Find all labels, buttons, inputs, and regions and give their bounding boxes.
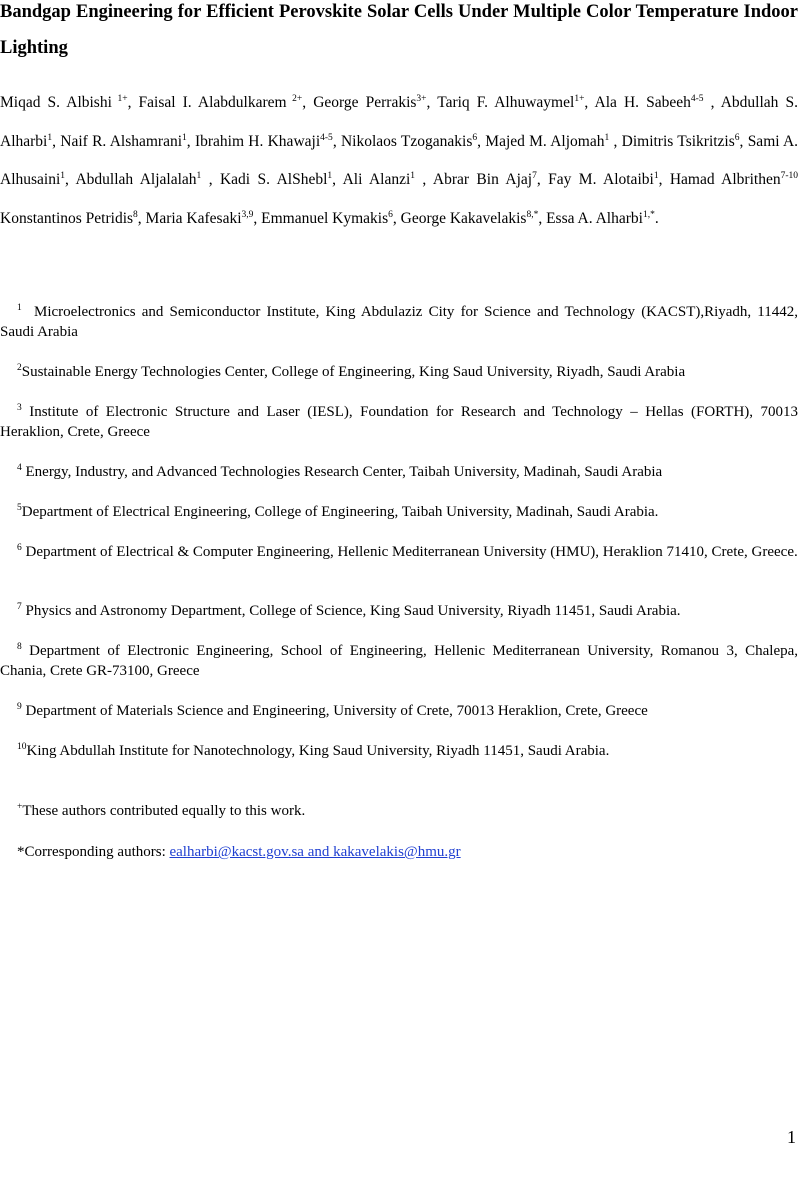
author-name: Dimitris Tsikritzis xyxy=(621,132,735,150)
author-separator: , xyxy=(658,171,670,188)
author-affiliation-mark: 6 xyxy=(734,132,740,143)
affiliation-text: King Abdullah Institute for Nanotechnology, King Saud University, Riyadh 11451, Saudi Arabia. xyxy=(26,743,610,759)
author-entry xyxy=(0,94,139,111)
author-separator: , xyxy=(52,132,61,150)
page-number: 1 xyxy=(787,1127,796,1147)
equal-contribution-note xyxy=(17,801,305,821)
affiliation-5 xyxy=(0,502,798,522)
author-name: Majed M. Aljomah xyxy=(485,132,605,150)
affiliation-10 xyxy=(0,741,798,761)
author-name: Ali Alanzi xyxy=(342,171,411,188)
author-affiliation-mark: 8,* xyxy=(526,209,539,220)
affiliation-text: Sustainable Energy Technologies Center, College of Engineering, King Saud University, Riyadh, Saudi Arabia xyxy=(21,364,686,380)
author-affiliation-mark: 1 xyxy=(60,171,66,181)
author-separator: . xyxy=(654,209,659,227)
paper-title: Bandgap Engineering for Efficient Perovskite Solar Cells Under Multiple Color Temperature Indoor Lighting xyxy=(0,2,798,58)
author-entry xyxy=(595,94,721,111)
author-entry xyxy=(670,171,798,188)
author-separator: , xyxy=(253,209,262,227)
affiliation-9 xyxy=(0,701,798,721)
affiliation-text: Department of Electrical & Computer Engineering, Hellenic Mediterranean University (HMU), Heraklion 71410, Crete, Greece. xyxy=(25,544,798,560)
author-affiliation-mark: 1 xyxy=(196,171,202,181)
author-affiliation-mark: 6 xyxy=(388,209,393,220)
affiliation-8 xyxy=(0,641,798,681)
affiliation-3 xyxy=(0,402,798,442)
author-entry xyxy=(341,133,485,150)
author-separator: , xyxy=(739,132,748,150)
affiliation-number: 3 xyxy=(17,403,22,413)
author-entry xyxy=(546,210,659,227)
affiliation-number: 4 xyxy=(17,463,22,473)
author-name: George Kakavelakis xyxy=(400,209,527,227)
author-entry xyxy=(433,171,548,188)
author-name: Ibrahim H. Khawaji xyxy=(194,132,321,150)
author-separator: , xyxy=(536,171,549,188)
author-name: Emmanuel Kymakis xyxy=(261,209,389,227)
author-entry xyxy=(401,210,546,227)
affiliation-text: Energy, Industry, and Advanced Technologies Research Center, Taibah University, Madinah, Saudi Arabia xyxy=(25,464,663,480)
author-separator: , xyxy=(65,171,76,188)
author-affiliation-mark: 7-10 xyxy=(780,171,798,181)
author-separator: , xyxy=(302,94,314,111)
author-affiliation-mark: 1 xyxy=(182,132,187,143)
corresponding-email-link[interactable]: ealharbi@kacst.gov.sa and kakavelakis@hmu.gr xyxy=(169,844,461,860)
author-entry xyxy=(622,133,748,150)
author-entry xyxy=(220,171,343,188)
author-name: Miqad S. Albishi xyxy=(0,94,112,111)
affiliation-number: 2 xyxy=(17,363,22,373)
affiliation-text: Department of Materials Science and Engineering, University of Crete, 70013 Heraklion, Crete, Greece xyxy=(25,703,648,719)
author-affiliation-mark: 3+ xyxy=(416,94,427,104)
author-name: Konstantinos Petridis xyxy=(0,209,134,227)
affiliation-4 xyxy=(0,462,798,482)
author-name: Faisal I. Alabdulkarem xyxy=(138,94,287,111)
author-affiliation-mark: 3,9 xyxy=(241,209,254,220)
author-entry xyxy=(548,171,670,188)
author-entry xyxy=(261,210,401,227)
affiliation-number: 5 xyxy=(17,503,22,513)
author-name: Abrar Bin Ajaj xyxy=(432,171,533,188)
author-name: Kadi S. AlShebl xyxy=(219,171,328,188)
author-name: Hamad Albrithen xyxy=(669,171,781,188)
author-separator: , xyxy=(477,132,486,150)
author-affiliation-mark: 1 xyxy=(604,132,610,143)
author-name: Ala H. Sabeeh xyxy=(594,94,691,111)
author-separator: , xyxy=(137,209,146,227)
author-list xyxy=(0,84,798,238)
author-separator: , xyxy=(127,94,139,111)
corresponding-label: *Corresponding authors: xyxy=(17,844,170,860)
author-entry xyxy=(139,94,314,111)
affiliation-number: 8 xyxy=(17,642,22,652)
author-name: Nikolaos Tzoganakis xyxy=(340,132,473,150)
author-entry xyxy=(313,94,437,111)
author-separator: , xyxy=(332,132,341,150)
author-separator: , xyxy=(201,171,220,188)
author-separator: , xyxy=(415,171,433,188)
affiliation-7 xyxy=(0,601,798,621)
affiliation-number: 10 xyxy=(17,742,27,752)
author-affiliation-mark: 1+ xyxy=(574,94,585,104)
author-name: George Perrakis xyxy=(313,94,417,111)
author-affiliation-mark: 2+ xyxy=(286,94,303,104)
affiliation-text: Microelectronics and Semiconductor Institute, King Abdulaziz City for Science and Technology (KACST),Riyadh, 11442, Saudi Arabia xyxy=(0,304,798,340)
author-affiliation-mark: 1 xyxy=(410,171,416,181)
affiliation-text: Department of Electronic Engineering, School of Engineering, Hellenic Mediterranean University, Romanou 3, Chalepa, Chania, Crete GR-73100, Greece xyxy=(0,643,798,679)
author-affiliation-mark: 7 xyxy=(532,171,537,181)
affiliation-number: 1 xyxy=(17,303,22,313)
affiliation-number: 6 xyxy=(17,543,22,553)
affiliation-1 xyxy=(0,302,798,342)
author-affiliation-mark: 6 xyxy=(472,132,478,143)
author-entry xyxy=(437,94,594,111)
author-separator: , xyxy=(186,132,195,150)
author-entry xyxy=(343,171,433,188)
author-affiliation-mark: 4-5 xyxy=(320,132,333,143)
author-separator: , xyxy=(426,94,438,111)
author-name: Sami A. Alhusaini xyxy=(0,132,798,188)
affiliation-text: Institute of Electronic Structure and Laser (IESL), Foundation for Research and Technology – Hellas (FORTH), 70013 Heraklion, Crete, Greece xyxy=(0,404,798,440)
author-separator: , xyxy=(703,94,721,111)
equal-contribution-mark: + xyxy=(17,802,23,812)
author-affiliation-mark: 8 xyxy=(133,209,138,220)
author-affiliation-mark: 4-5 xyxy=(690,94,704,104)
author-separator: , xyxy=(332,171,343,188)
author-entry xyxy=(485,133,621,150)
author-name: Abdullah S. Alharbi xyxy=(0,94,798,150)
author-affiliation-mark: 1+ xyxy=(111,94,128,104)
author-name: Essa A. Alharbi xyxy=(546,209,643,227)
author-name: Abdullah Aljalalah xyxy=(75,171,197,188)
author-name: Fay M. Alotaibi xyxy=(548,171,654,188)
affiliation-2 xyxy=(0,362,798,382)
affiliation-6 xyxy=(0,542,798,562)
author-name: Naif R. Alshamrani xyxy=(60,132,183,150)
affiliation-number: 9 xyxy=(17,702,22,712)
author-entry xyxy=(75,171,220,188)
author-affiliation-mark: 1,* xyxy=(642,209,655,220)
author-affiliation-mark: 1 xyxy=(327,171,333,181)
author-separator: , xyxy=(392,209,401,227)
corresponding-authors xyxy=(17,842,461,862)
affiliation-text: Physics and Astronomy Department, College of Science, King Saud University, Riyadh 11451, Saudi Arabia. xyxy=(25,603,681,619)
author-name: Tariq F. Alhuwaymel xyxy=(437,94,575,111)
author-separator: , xyxy=(609,132,622,150)
equal-contribution-text: These authors contributed equally to this work. xyxy=(22,803,306,819)
author-entry xyxy=(146,210,262,227)
author-entry xyxy=(195,133,341,150)
author-affiliation-mark: 1 xyxy=(653,171,659,181)
affiliation-text: Department of Electrical Engineering, College of Engineering, Taibah University, Madinah, Saudi Arabia. xyxy=(21,504,659,520)
affiliation-number: 7 xyxy=(17,602,22,612)
author-separator: , xyxy=(538,209,547,227)
author-entry xyxy=(0,210,146,227)
author-name: Maria Kafesaki xyxy=(145,209,242,227)
author-entry xyxy=(60,133,195,150)
author-affiliation-mark: 1 xyxy=(47,132,53,143)
author-separator: , xyxy=(584,94,595,111)
